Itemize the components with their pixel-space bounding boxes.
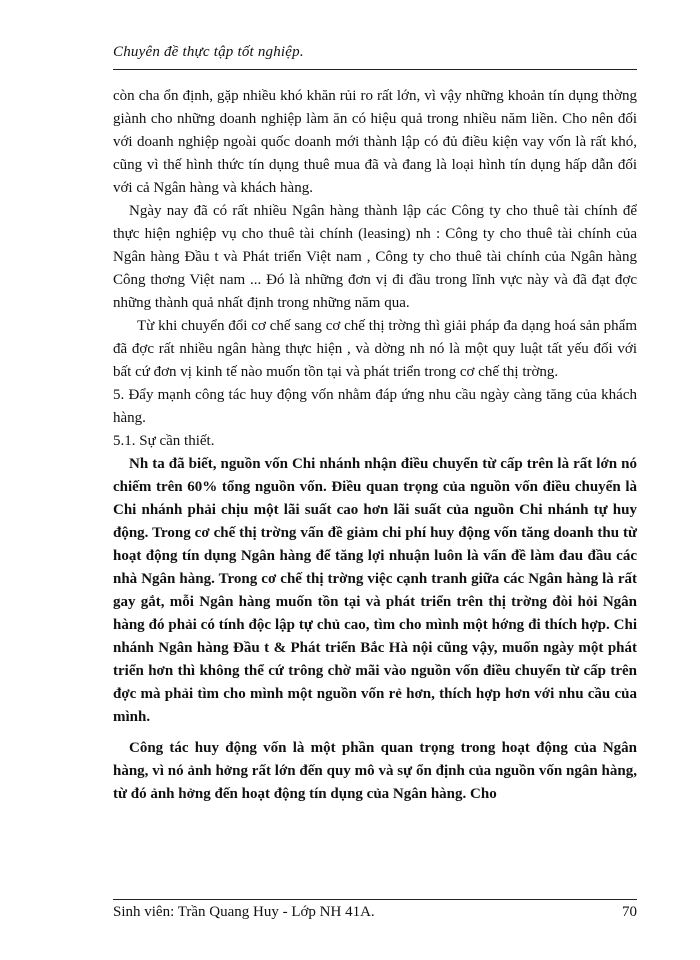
paragraph-product-diversification: Từ khi chuyển đổi cơ chế sang cơ chế thị trờng thì giải pháp đa dạng hoá sản phẩm đã đợc rất nhiều ngân hàng thực hiện , và dờng nh nó là một quy luật tất yếu đối với bất cứ đơn vị kinh tế nào muốn tồn tại và phát triển trong cơ chế thị trờng.	[113, 318, 637, 380]
paragraph-leasing-companies: Ngày nay đã có rất nhiều Ngân hàng thành lập các Công ty cho thuê tài chính để thực hiện nghiệp vụ cho thuê tài chính (leasing) nh : Công ty cho thuê tài chính của Ngân hàng Đầu t và Phát triển Việt nam , Công ty cho thuê tài chính của Ngân hàng Công thơng Việt nam ... Đó là những đơn vị đi đầu trong lĩnh vực này và đã đạt đợc những thành quả nhất định trong những năm qua.	[113, 203, 637, 311]
document-body	[113, 85, 637, 806]
page-footer	[113, 904, 637, 921]
header-divider	[113, 69, 637, 70]
paragraph-credit-risk: còn cha ổn định, gặp nhiều khó khăn rủi ro rất lớn, vì vậy những khoản tín dụng thờng giành cho những doanh nghiệp làm ăn có hiệu quả trong nhiều năm liền. Cho nên đối với doanh nghiệp ngoài quốc doanh mới thành lập có đủ điều kiện vay vốn là rất khó, cũng vì thế hình thức tín dụng thuê mua đã và đang là loại hình tín dụng hấp dẫn đối với cả Ngân hàng và khách hàng.	[113, 88, 637, 196]
paragraph-capital-mobilization: Công tác huy động vốn là một phần quan trọng trong hoạt động của Ngân hàng, vì nó ảnh hởng rất lớn đến quy mô và sự ổn định của nguồn vốn ngân hàng, từ đó ảnh hởng đến hoạt động tín dụng của Ngân hàng. Cho	[113, 740, 637, 802]
section-heading-5: 5. Đẩy mạnh công tác huy động vốn nhằm đáp ứng nhu cầu ngày càng tăng của khách hàng.	[113, 387, 637, 426]
subsection-heading-5-1: 5.1. Sự cần thiết.	[113, 433, 215, 449]
footer-author: Sinh viên: Trần Quang Huy - Lớp NH 41A.	[113, 904, 375, 920]
page-header-title: Chuyên đề thực tập tốt nghiệp.	[113, 44, 304, 60]
paragraph-capital-transfer: Nh ta đã biết, nguồn vốn Chi nhánh nhận điều chuyển từ cấp trên là rất lớn nó chiếm trên 60% tổng nguồn vốn. Điều quan trọng của nguồn vốn điều chuyển là Chi nhánh phải chịu một lãi suất cao hơn lãi suất của nguồn Chi nhánh tự huy động. Trong cơ chế thị trờng vấn đề giảm chi phí huy động vốn tăng doanh thu từ hoạt động tín dụng Ngân hàng để tăng lợi nhuận luôn là vấn đề làm đau đầu các nhà Ngân hàng. Trong cơ chế thị trờng việc cạnh tranh giữa các Ngân hàng là rất gay gắt, mỗi Ngân hàng muốn tồn tại và phát triển trên thị trờng đòi hỏi Ngân hàng đó phải có tính độc lập tự chủ cao, tìm cho mình một hớng đi thích hợp. Chi nhánh Ngân hàng Đầu t & Phát triển Bắc Hà nội cũng vậy, muốn ngày một phát triển hơn thì không thể cứ trông chờ mãi vào nguồn vốn điều chuyển từ cấp trên đợc mà phải tìm cho mình một nguồn vốn rẻ hơn, thích hợp hơn với nhu cầu của mình.	[113, 456, 637, 725]
footer-divider	[113, 899, 637, 900]
page-number: 70	[622, 904, 637, 920]
